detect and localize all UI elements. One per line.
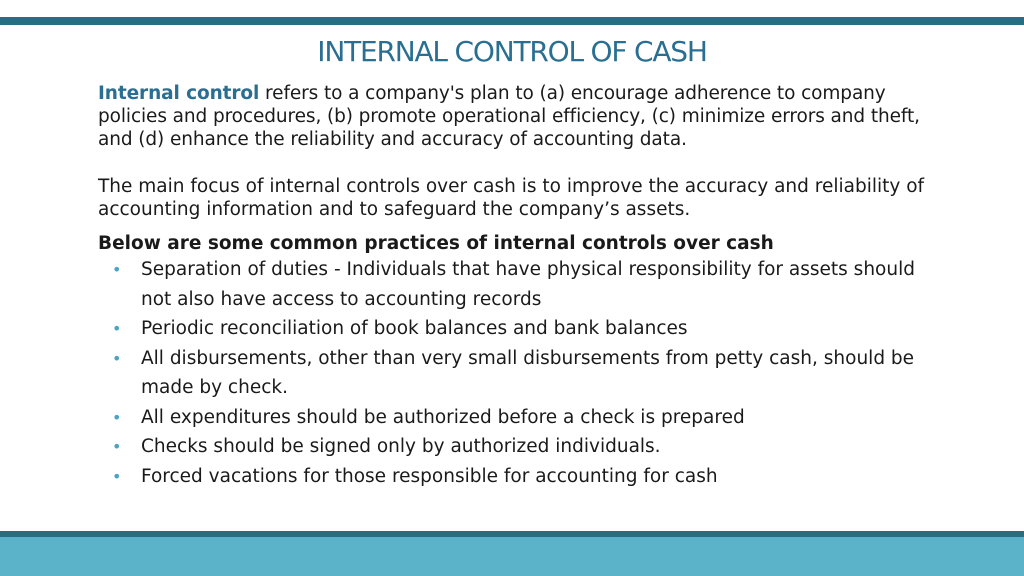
- bullet-icon: •: [112, 319, 122, 338]
- footer-band: [0, 537, 1024, 576]
- list-item-text: Separation of duties - Individuals that have physical responsibility for assets should not also have access to accounting records: [141, 259, 915, 310]
- list-item: [98, 344, 938, 403]
- list-item: [98, 255, 938, 314]
- practices-list: [98, 255, 938, 491]
- intro-keyword: Internal control: [98, 83, 260, 104]
- list-item: [98, 432, 938, 462]
- bullet-icon: •: [112, 260, 122, 279]
- list-item-text: Forced vacations for those responsible for accounting for cash: [141, 465, 718, 487]
- bullet-icon: •: [112, 348, 122, 368]
- list-item-text: All disbursements, other than very small disbursements from petty cash, should be made by check.: [141, 347, 915, 398]
- list-item-text: Checks should be signed only by authorized individuals.: [141, 436, 661, 457]
- top-decorative-bar: [0, 17, 1024, 25]
- intro-paragraph: [98, 82, 938, 151]
- focus-paragraph: The main focus of internal controls over cash is to improve the accuracy and reliability of accounting information and to safeguard the company’s assets.: [98, 176, 925, 220]
- list-item: [98, 403, 938, 433]
- slide-content: [98, 82, 938, 491]
- bullet-icon: •: [112, 437, 122, 456]
- list-item-text: Periodic reconciliation of book balances and bank balances: [141, 318, 688, 339]
- bullet-icon: •: [112, 407, 122, 427]
- slide-title: INTERNAL CONTROL OF CASH: [317, 35, 707, 68]
- list-item: [98, 314, 938, 344]
- list-item: [98, 462, 938, 492]
- list-item-text: All expenditures should be authorized before a check is prepared: [141, 406, 745, 428]
- practices-heading: Below are some common practices of internal controls over cash: [98, 233, 774, 254]
- intro-text: refers to a company's plan to (a) encourage adherence to company policies and procedures, (b) promote operational efficiency, (c) minimize errors and theft, and (d) enhance the reliability and accuracy of accounting data.: [98, 83, 920, 150]
- bullet-icon: •: [112, 466, 122, 486]
